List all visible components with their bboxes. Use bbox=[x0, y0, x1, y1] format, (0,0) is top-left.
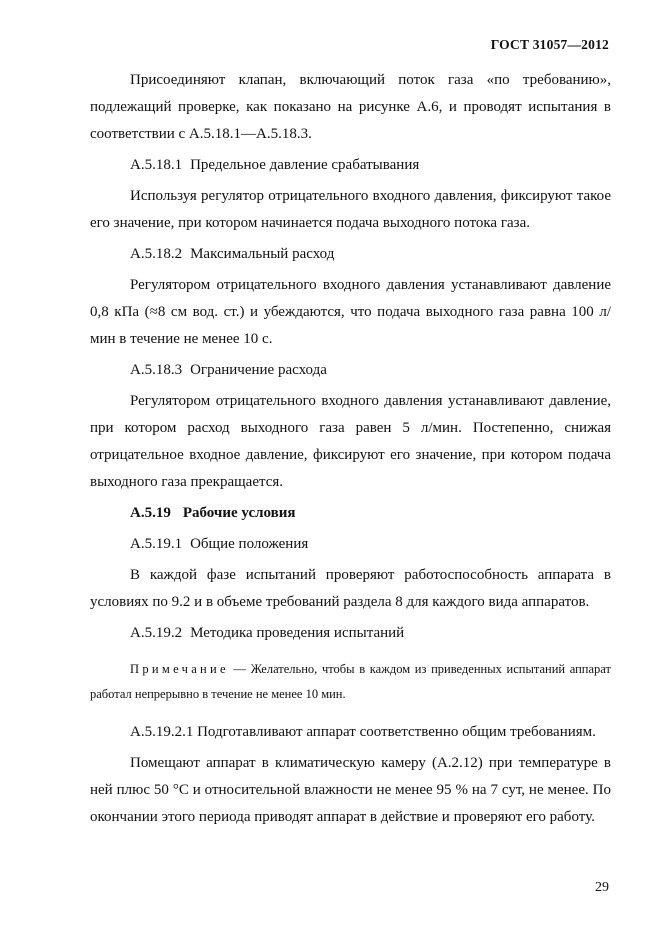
paragraph-general: В каждой фазе испытаний проверяют работоспособность аппарата в условиях по 9.2 и в объеме требований раздела 8 для каждого вида аппаратов. bbox=[90, 567, 611, 610]
section-number: А.5.19 bbox=[130, 505, 171, 521]
section-number: А.5.18.1 bbox=[130, 157, 183, 173]
section-heading-a5183 bbox=[90, 357, 611, 384]
section-number: А.5.19.1 bbox=[130, 536, 183, 552]
note bbox=[90, 657, 611, 707]
section-heading-a519 bbox=[90, 500, 611, 527]
section-heading-a5191 bbox=[90, 531, 611, 558]
section-title: Предельное давление срабатывания bbox=[190, 157, 420, 173]
paragraph-threshold: Используя регулятор отрицательного входного давления, фиксируют такое его значение, при котором начинается подача выходного потока газа. bbox=[90, 188, 611, 231]
section-number: А.5.18.2 bbox=[130, 246, 183, 262]
page-content bbox=[90, 67, 611, 831]
section-heading-a5182 bbox=[90, 241, 611, 268]
standard-header: ГОСТ 31057—2012 bbox=[490, 37, 609, 52]
page-number: 29 bbox=[595, 880, 609, 895]
section-number: А.5.19.2 bbox=[130, 625, 183, 641]
section-heading-a5192 bbox=[90, 620, 611, 647]
section-title: Общие положения bbox=[190, 536, 309, 552]
section-title: Рабочие условия bbox=[182, 505, 296, 521]
section-title: Ограничение расхода bbox=[190, 362, 327, 378]
paragraph-intro: Присоединяют клапан, включающий поток газа «по требованию», подлежащий проверке, как показано на рисунке А.6, и проводят испытания в соответствии с А.5.18.1—А.5.18.3. bbox=[90, 72, 611, 142]
section-title: Максимальный расход bbox=[190, 246, 335, 262]
note-label: Примечание bbox=[130, 662, 229, 676]
paragraph-max-flow: Регулятором отрицательного входного давления устанавливают давление 0,8 кПа (≈8 см вод. ст.) и убеждаются, что подача выходного газа равна 100 л/мин в течение не менее 10 с. bbox=[90, 277, 611, 347]
section-number: А.5.18.3 bbox=[130, 362, 183, 378]
paragraph-prepare: А.5.19.2.1 Подготавливают аппарат соответственно общим требованиям. bbox=[130, 724, 596, 740]
section-title: Методика проведения испытаний bbox=[190, 625, 405, 641]
section-heading-a5181 bbox=[90, 152, 611, 179]
paragraph-climate-chamber: Помещают аппарат в климатическую камеру (А.2.12) при температуре в ней плюс 50 °С и относительной влажности не менее 95 % на 7 сут, не менее. По окончании этого периода приводят аппарат в действие и проверяют его работу. bbox=[90, 755, 611, 825]
note-text: — Желательно, чтобы в каждом из приведенных испытаний аппарат работал непрерывно в течение не менее 10 мин. bbox=[90, 662, 611, 701]
paragraph-flow-limit: Регулятором отрицательного входного давления устанавливают давление, при котором расход выходного газа равен 5 л/мин. Постепенно, снижая отрицательное входное давление, фиксируют его значение, при котором подача выходного газа прекращается. bbox=[90, 393, 611, 490]
